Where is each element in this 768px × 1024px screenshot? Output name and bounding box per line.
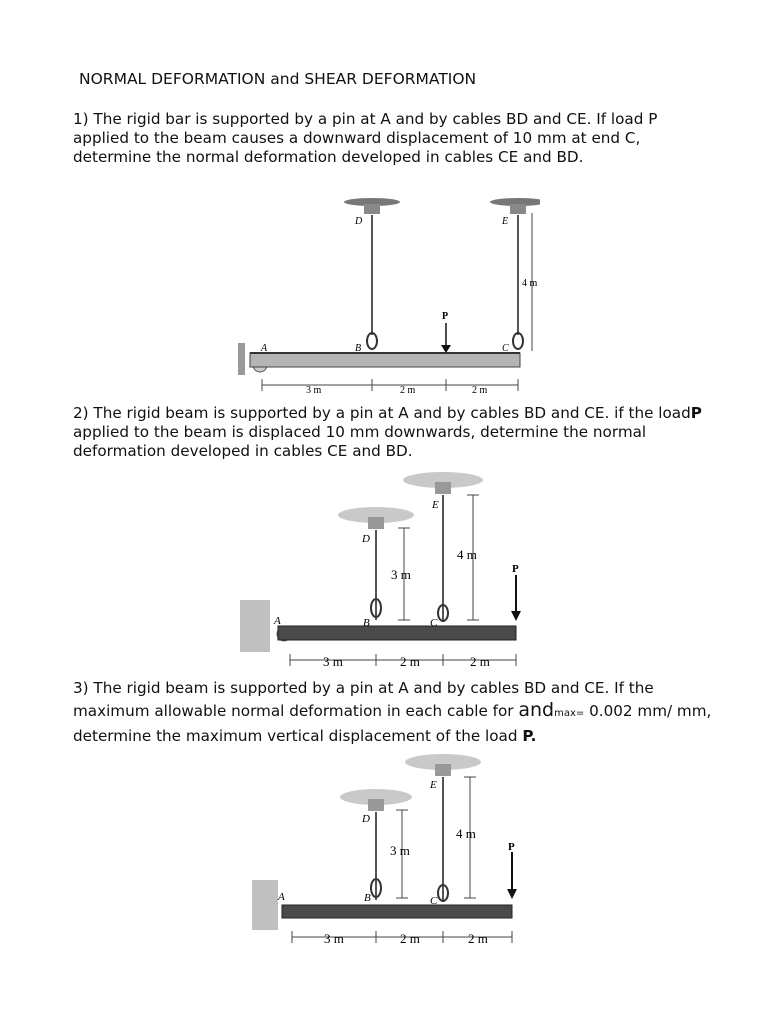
problem-1-text: 1) The rigid bar is supported by a pin at A and by cables BD and CE. If load P applied to the beam causes a downward displacement of 10 mm at end C, determine the normal deformation developed in cables CE and BD. bbox=[73, 110, 658, 166]
page-title: NORMAL DEFORMATION and SHEAR DEFORMATION bbox=[79, 70, 477, 88]
label-d: D bbox=[362, 533, 370, 545]
dim-ce: 4 m bbox=[457, 547, 477, 562]
label-b: B bbox=[363, 617, 370, 629]
figure-2-diagram bbox=[238, 470, 528, 675]
label-p: P bbox=[442, 311, 449, 322]
dim-bc: 2 m bbox=[400, 931, 420, 946]
dim-pc: 2 m bbox=[472, 385, 488, 396]
dim-cp: 2 m bbox=[470, 654, 490, 669]
dim-bc: 2 m bbox=[400, 654, 420, 669]
label-c: C bbox=[430, 617, 438, 629]
problem-3-text: 3) The rigid beam is supported by a pin at A and by cables BD and CE. If the maximum allowable normal deformation in each cable for andmax= 0.002 mm/ mm, determine the maximum vertical displacement of the load P. bbox=[73, 679, 712, 745]
figure-3-diagram bbox=[250, 752, 520, 952]
label-a: A bbox=[278, 891, 285, 903]
dim-ab: 3 m bbox=[323, 654, 343, 669]
label-a: A bbox=[274, 615, 281, 627]
label-e: E bbox=[502, 216, 509, 227]
dim-bd: 3 m bbox=[390, 843, 410, 858]
label-c: C bbox=[430, 895, 438, 907]
dim-ce: 4 m bbox=[456, 826, 476, 841]
label-a: A bbox=[261, 343, 268, 354]
label-b: B bbox=[364, 892, 371, 904]
label-d: D bbox=[355, 216, 363, 227]
dim-cable: 4 m bbox=[522, 278, 538, 289]
label-c: C bbox=[502, 343, 509, 354]
problem-2-text: 2) The rigid beam is supported by a pin at A and by cables BD and CE. if the loadP applied to the beam is displaced 10 mm downwards, determine the normal deformation developed in cables CE and BD. bbox=[73, 404, 702, 460]
dim-bd: 3 m bbox=[391, 567, 411, 582]
label-e: E bbox=[432, 499, 439, 511]
label-d: D bbox=[362, 813, 370, 825]
dim-ab: 3 m bbox=[306, 385, 322, 396]
dim-bp: 2 m bbox=[400, 385, 416, 396]
dim-ab: 3 m bbox=[324, 931, 344, 946]
label-e: E bbox=[430, 779, 437, 791]
label-p: P bbox=[512, 563, 519, 575]
dim-cp: 2 m bbox=[468, 931, 488, 946]
label-b: B bbox=[355, 343, 362, 354]
label-p: P bbox=[508, 841, 515, 853]
figure-1-diagram bbox=[230, 195, 540, 400]
